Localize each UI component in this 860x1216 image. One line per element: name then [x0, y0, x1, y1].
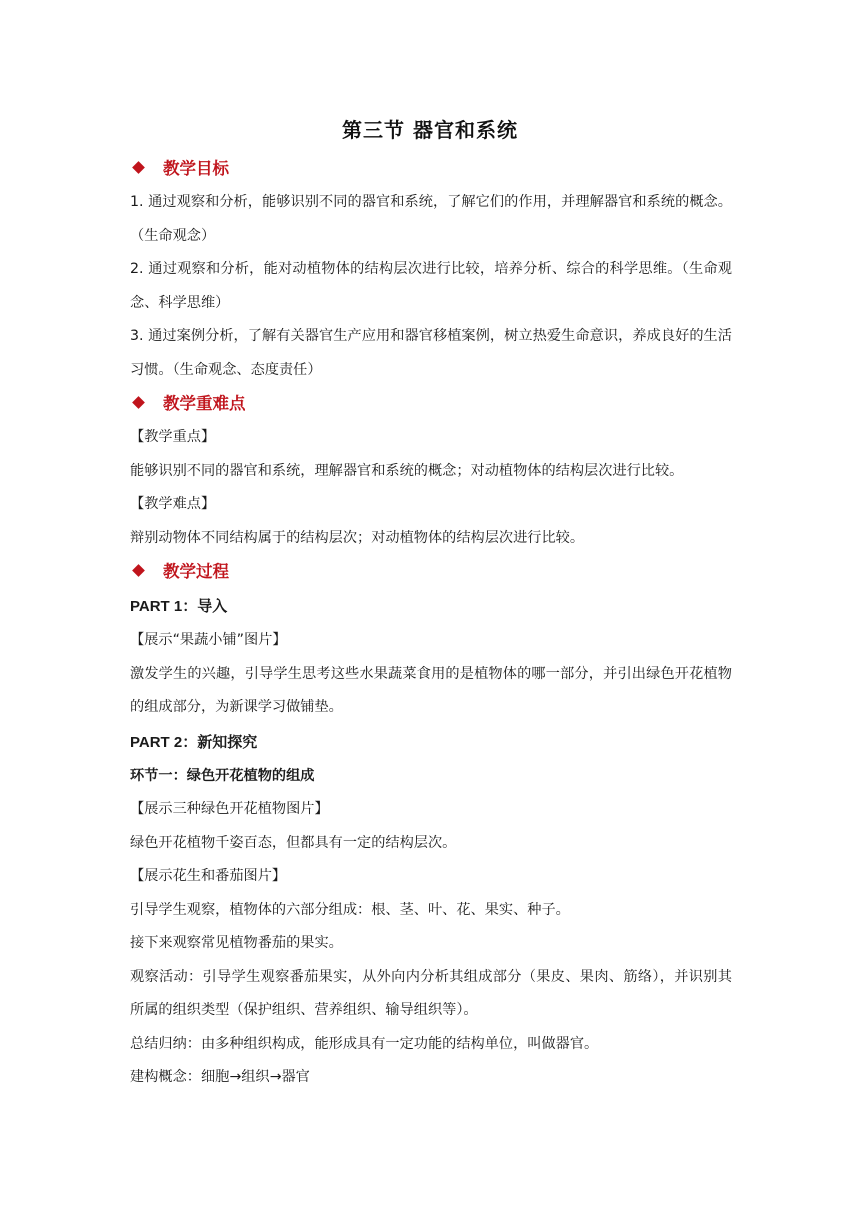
observation-activity-text: 观察活动：引导学生观察番茄果实，从外向内分析其组成部分（果皮、果肉、筋络），并识别其所属的组织类型（保护组织、营养组织、输导组织等）。 [130, 968, 732, 1018]
objective-item-3: 3. 通过案例分析，了解有关器官生产应用和器官移植案例，树立热爱生命意识，养成良好的生活习惯。（生命观念、态度责任） [130, 328, 732, 378]
focus-label: 【教学重点】 [130, 429, 216, 445]
section-heading-label: 教学重难点 [163, 394, 246, 413]
difficulty-label: 【教学难点】 [130, 496, 216, 512]
document-body [130, 154, 732, 1095]
diamond-bullet-icon [132, 564, 145, 577]
part-1-text: 激发学生的兴趣，引导学生思考这些水果蔬菜食用的是植物体的哪一部分，并引出绿色开花植物的组成部分，为新课学习做铺垫。 [130, 665, 732, 715]
show-peanut-tomato: 【展示花生和番茄图片】 [130, 868, 287, 884]
part-2-title: 新知探究 [197, 732, 258, 751]
section-heading-objectives [130, 154, 732, 180]
objective-item-1: 1. 通过观察和分析，能够识别不同的器官和系统，了解它们的作用，并理解器官和系统的概念。（生命观念） [130, 194, 732, 244]
page-title: 第三节 器官和系统 [342, 118, 518, 142]
difficulty-text: 辩别动物体不同结构属于的结构层次；对动植物体的结构层次进行比较。 [130, 529, 585, 546]
diamond-bullet-icon [132, 396, 145, 409]
focus-text: 能够识别不同的器官和系统，理解器官和系统的概念；对动植物体的结构层次进行比较。 [130, 462, 684, 479]
show-plants: 【展示三种绿色开花植物图片】 [130, 801, 329, 817]
step-1-title: 环节一：绿色开花植物的组成 [130, 767, 315, 784]
summary-text: 总结归纳：由多种组织构成，能形成具有一定功能的结构单位，叫做器官。 [130, 1035, 599, 1052]
plants-text: 绿色开花植物千姿百态，但都具有一定的结构层次。 [130, 834, 457, 851]
part-1-heading [130, 589, 732, 624]
section-heading-label: 教学过程 [163, 562, 229, 581]
section-heading-label: 教学目标 [163, 159, 229, 178]
tomato-text: 接下来观察常见植物番茄的果实。 [130, 935, 343, 951]
section-heading-process [130, 557, 732, 583]
diamond-bullet-icon [132, 161, 145, 174]
section-heading-key-points [130, 389, 732, 415]
concept-text: 建构概念：细胞→组织→器官 [130, 1069, 310, 1085]
part-1-show: 【展示“果蔬小铺”图片】 [130, 632, 287, 648]
part-1-number: PART 1： [130, 598, 198, 615]
part-2-number: PART 2： [130, 733, 198, 751]
part-1-title: 导入 [197, 597, 228, 615]
part-2-heading [130, 725, 732, 760]
objective-item-2: 2. 通过观察和分析，能对动植物体的结构层次进行比较，培养分析、综合的科学思维。（生命观念、科学思维） [130, 261, 732, 311]
six-parts-text: 引导学生观察，植物体的六部分组成：根、茎、叶、花、果实、种子。 [130, 901, 570, 918]
